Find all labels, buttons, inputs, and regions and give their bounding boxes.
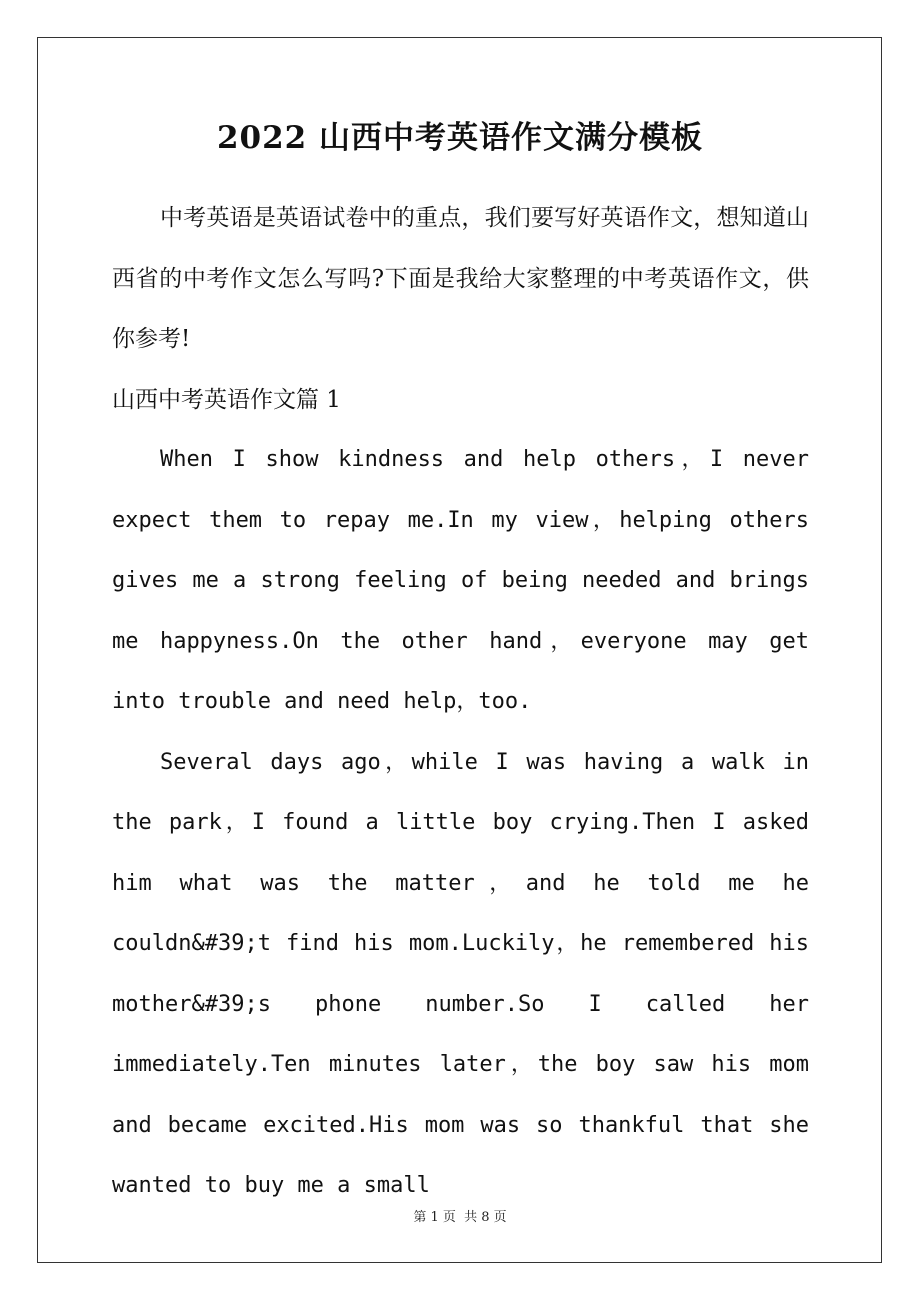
essay-paragraph-2: Several days ago，while I was having a walk in the park，I found a little boy crying.Then I asked him what was the matter，and he told me he couldn&#39;t find his mom.Luckily，he remembered his mother&#39;s phone number.So I called her immediately.Ten minutes later，the boy saw his mom and became excited.His mom was so thankful that she wanted to buy me a small — [112, 749, 809, 1198]
page-footer — [0, 1206, 920, 1225]
document-body — [112, 188, 809, 1217]
section-heading: 山西中考英语作文篇 1 — [112, 386, 341, 413]
page-total: 共 8 页 — [464, 1210, 507, 1225]
page-number: 第 1 页 — [413, 1210, 456, 1225]
document-title: 2022 山西中考英语作文满分模板 — [216, 120, 704, 156]
essay-paragraph-1: When I show kindness and help others，I never expect them to repay me.In my view，helping others gives me a strong feeling of being needed and brings me happyness.On the other hand，everyone may get into trouble and need help，too. — [112, 447, 809, 714]
intro-paragraph: 中考英语是英语试卷中的重点，我们要写好英语作文，想知道山西省的中考作文怎么写吗?下面是我给大家整理的中考英语作文，供你参考! — [112, 205, 809, 352]
